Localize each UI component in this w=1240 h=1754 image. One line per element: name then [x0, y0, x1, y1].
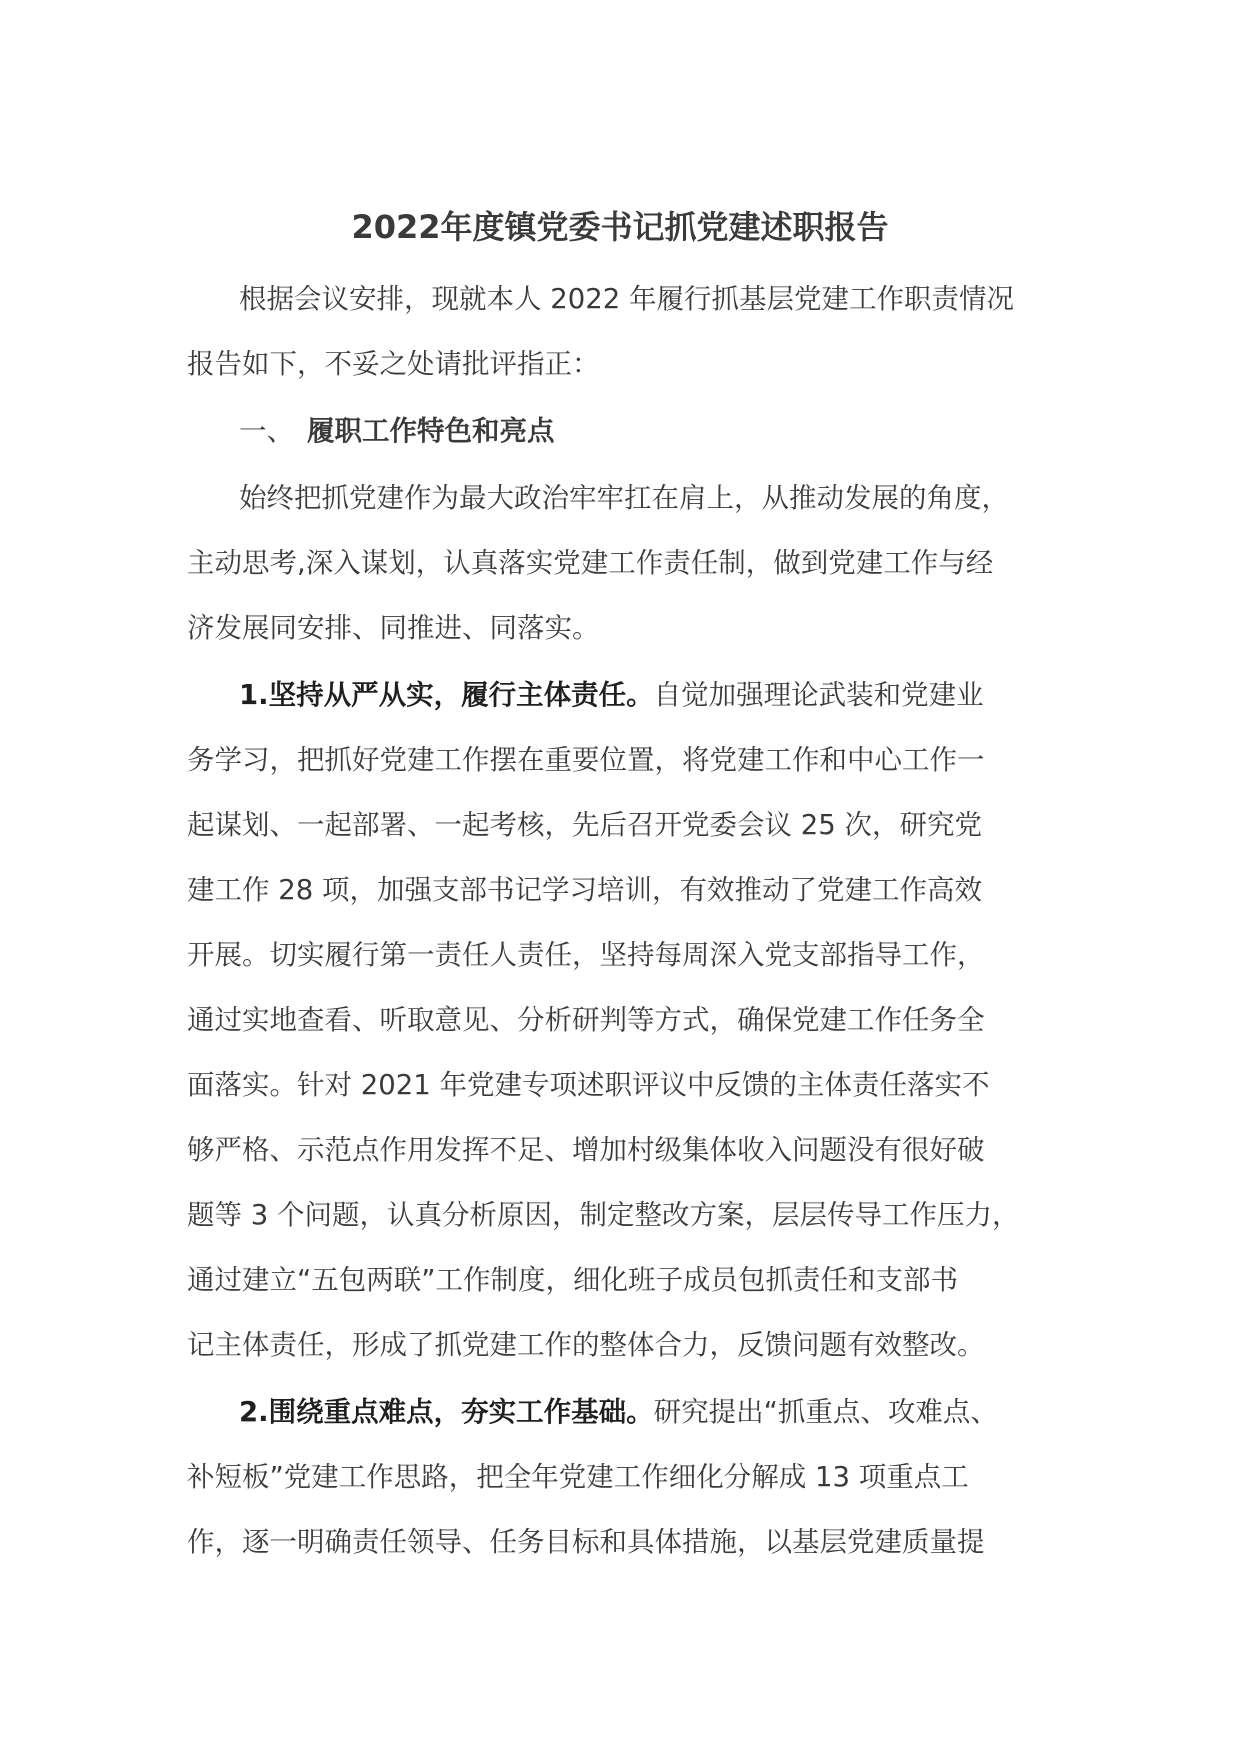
item-2-paragraph	[187, 1380, 1067, 1575]
section-heading-text: 履职工作特色和亮点	[307, 415, 555, 447]
paragraph-line: 面落实。针对 2021 年党建专项述职评议中反馈的主体责任落实不	[187, 1069, 990, 1101]
paragraph-line	[187, 1380, 1067, 1445]
paragraph-line: 通过实地查看、听取意见、分析研判等方式，确保党建工作任务全	[187, 1004, 985, 1036]
paragraph-line: 起谋划、一起部署、一起考核，先后召开党委会议 25 次，研究党	[187, 809, 982, 841]
paragraph-line: 主动思考,深入谋划，认真落实党建工作责任制，做到党建工作与经	[187, 547, 994, 579]
paragraph-line: 通过建立“五包两联”工作制度，细化班子成员包抓责任和支部书	[187, 1264, 958, 1296]
paragraph-line: 始终把抓党建作为最大政治牢牢扛在肩上，从推动发展的角度，	[239, 482, 1009, 514]
paragraph-line: 开展。切实履行第一责任人责任，坚持每周深入党支部指导工作，	[187, 939, 985, 971]
paragraph-line: 题等 3 个问题，认真分析原因，制定整改方案，层层传导工作压力，	[187, 1199, 1020, 1231]
paragraph-line: 务学习，把抓好党建工作摆在重要位置，将党建工作和中心工作一	[187, 744, 985, 776]
paragraph-line: 够严格、示范点作用发挥不足、增加村级集体收入问题没有很好破	[187, 1134, 985, 1166]
overview-paragraph	[187, 466, 1067, 661]
paragraph-line: 根据会议安排，现就本人 2022 年履行抓基层党建工作职责情况	[239, 283, 1014, 315]
paragraph-line: 建工作 28 项，加强支部书记学习培训，有效推动了党建工作高效	[187, 874, 982, 906]
item-1-first-line-text: 自觉加强理论武装和党建业	[653, 679, 984, 711]
item-1-lead: 1.坚持从严从实，履行主体责任。	[239, 679, 654, 711]
paragraph-line: 作，逐一明确责任领导、任务目标和具体措施，以基层党建质量提	[187, 1526, 985, 1558]
section-number: 一、	[239, 415, 294, 447]
paragraph-line: 济发展同安排、同推进、同落实。	[187, 612, 600, 644]
paragraph-line: 补短板”党建工作思路，把全年党建工作细化分解成 13 项重点工	[187, 1461, 969, 1493]
section-heading	[187, 399, 1067, 464]
item-2-lead: 2.围绕重点难点，夯实工作基础。	[239, 1396, 654, 1428]
item-2-first-line-text: 研究提出“抓重点、攻难点、	[653, 1396, 998, 1428]
paragraph-line	[187, 663, 1067, 728]
paragraph-line: 记主体责任，形成了抓党建工作的整体合力，反馈问题有效整改。	[187, 1329, 985, 1361]
document-body	[187, 267, 1067, 1575]
paragraph-line: 报告如下，不妥之处请批评指正：	[187, 348, 600, 380]
intro-paragraph	[187, 267, 1067, 397]
item-1-paragraph	[187, 663, 1067, 1378]
document-title: 2022年度镇党委书记抓党建述职报告	[351, 208, 889, 246]
